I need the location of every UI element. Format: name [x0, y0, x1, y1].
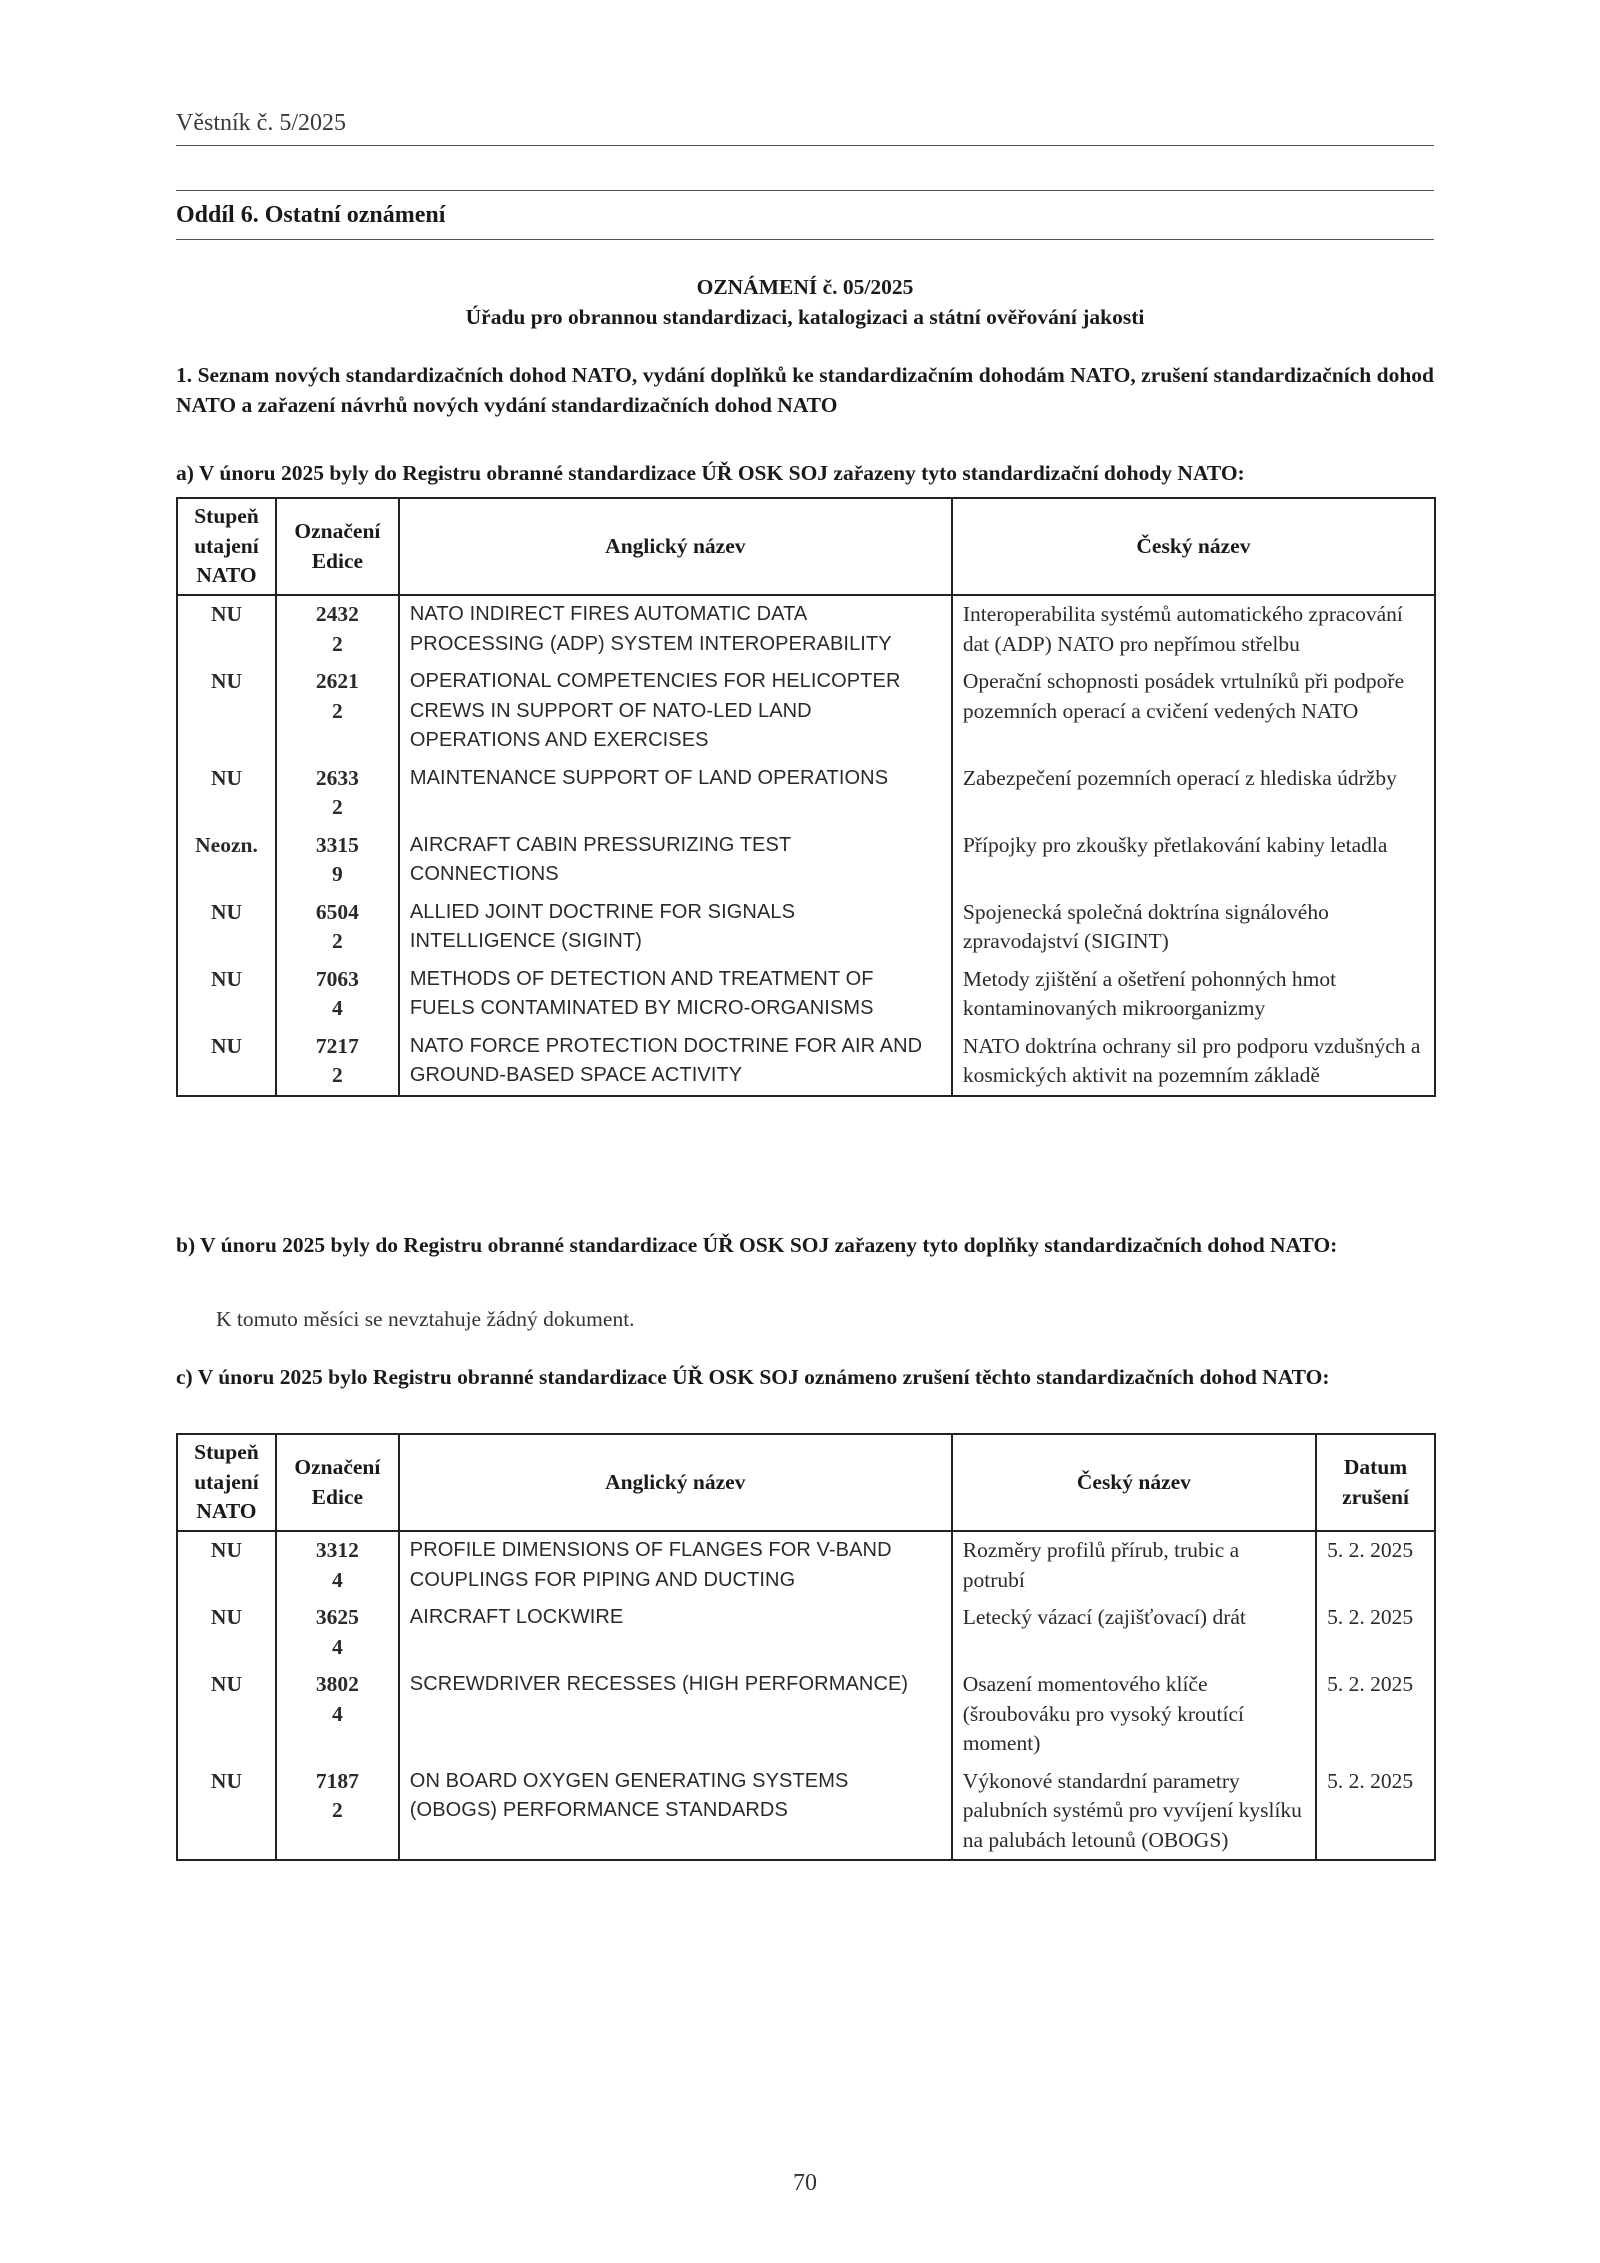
- notice-subtitle: Úřadu pro obrannou standardizaci, katalogizaci a státní ověřování jakosti: [465, 305, 1145, 329]
- cell-english-title: AIRCRAFT CABIN PRESSURIZING TEST CONNECTIONS: [399, 827, 952, 894]
- standard-number: 3312: [315, 1538, 359, 1562]
- cell-czech-title: Zabezpečení pozemních operací z hlediska údržby: [952, 760, 1435, 827]
- col-header-level: [177, 498, 276, 595]
- col-header-level: [177, 1434, 276, 1531]
- table-row: [177, 894, 1435, 961]
- cell-level: Neozn.: [177, 827, 276, 894]
- header-line: Edice: [311, 1484, 364, 1509]
- col-header-date: [1316, 1434, 1435, 1531]
- cell-english-title: MAINTENANCE SUPPORT OF LAND OPERATIONS: [399, 760, 952, 827]
- cell-english-title: AIRCRAFT LOCKWIRE: [399, 1599, 952, 1666]
- page-number: 70: [793, 2170, 817, 2196]
- standard-edition: 4: [331, 1567, 343, 1592]
- col-header-code: [276, 498, 399, 595]
- cell-code: [276, 827, 399, 894]
- header-line: Edice: [311, 548, 364, 573]
- cell-level: NU: [177, 1599, 276, 1666]
- cell-czech-title: Rozměry profilů přírub, trubic a potrubí: [952, 1531, 1316, 1599]
- table-row: [177, 1531, 1435, 1599]
- cell-code: [276, 1531, 399, 1599]
- cell-level: NU: [177, 894, 276, 961]
- cell-code: [276, 1599, 399, 1666]
- standard-edition: 4: [331, 1634, 343, 1659]
- table-row: [177, 1666, 1435, 1763]
- cell-level: NU: [177, 1763, 276, 1861]
- standard-number: 7063: [315, 966, 359, 991]
- header-line: NATO: [196, 1499, 257, 1524]
- standard-edition: 2: [332, 1063, 343, 1087]
- table-row: [177, 827, 1435, 894]
- cell-english-title: METHODS OF DETECTION AND TREATMENT OF FUELS CONTAMINATED BY MICRO-ORGANISMS: [399, 961, 952, 1028]
- standard-number: 2432: [315, 602, 359, 626]
- standard-edition: 4: [331, 1701, 343, 1726]
- cell-czech-title: NATO doktrína ochrany sil pro podporu vzdušných a kosmických aktivit na pozemním základě: [952, 1028, 1435, 1096]
- table-row: [177, 663, 1435, 760]
- cell-code: [276, 595, 399, 663]
- col-header-english: Anglický název: [399, 1434, 952, 1531]
- table-row: [177, 595, 1435, 663]
- standard-number: 7187: [315, 1768, 359, 1793]
- cell-code: [276, 1666, 399, 1763]
- section-b-note: K tomuto měsíci se nevztahuje žádný dokument.: [216, 1307, 635, 1331]
- cell-level: NU: [177, 1666, 276, 1763]
- cell-english-title: SCREWDRIVER RECESSES (HIGH PERFORMANCE): [399, 1666, 952, 1763]
- standard-edition: 2: [332, 698, 343, 723]
- header-line: Označení: [294, 519, 381, 543]
- cell-level: NU: [177, 961, 276, 1028]
- cell-english-title: ON BOARD OXYGEN GENERATING SYSTEMS (OBOGS) PERFORMANCE STANDARDS: [399, 1763, 952, 1861]
- cell-english-title: NATO INDIRECT FIRES AUTOMATIC DATA PROCESSING (ADP) SYSTEM INTEROPERABILITY: [399, 595, 952, 663]
- cell-level: NU: [177, 760, 276, 827]
- cell-level: NU: [177, 595, 276, 663]
- cell-cancel-date: 5. 2. 2025: [1316, 1531, 1435, 1599]
- header-line: Stupeň: [194, 1440, 259, 1465]
- table-new-standards: [176, 497, 1436, 1097]
- cell-code: [276, 1763, 399, 1861]
- cell-english-title: ALLIED JOINT DOCTRINE FOR SIGNALS INTELLIGENCE (SIGINT): [399, 894, 952, 961]
- cell-cancel-date: 5. 2. 2025: [1316, 1599, 1435, 1666]
- standard-edition: 4: [332, 996, 343, 1020]
- cell-level: NU: [177, 663, 276, 760]
- section-title: Oddíl 6. Ostatní oznámení: [176, 202, 446, 228]
- section-rule-bottom: [176, 239, 1434, 240]
- cell-code: [276, 760, 399, 827]
- header-line: Označení: [294, 1455, 381, 1479]
- table-row: [177, 961, 1435, 1028]
- standard-number: 3625: [315, 1605, 359, 1629]
- cell-czech-title: Metody zjištění a ošetření pohonných hmot kontaminovaných mikroorganizmy: [952, 961, 1435, 1028]
- cell-english-title: PROFILE DIMENSIONS OF FLANGES FOR V-BAND COUPLINGS FOR PIPING AND DUCTING: [399, 1531, 952, 1599]
- point-1-heading: 1. Seznam nových standardizačních dohod NATO, vydání doplňků ke standardizačním dohodám NATO, zrušení standardizačních dohod NATO a zařazení návrhů nových vydání standardizačních dohod NATO: [176, 363, 1434, 417]
- table-row: [177, 760, 1435, 827]
- table-row: [177, 1763, 1435, 1861]
- section-b-heading: b) V únoru 2025 byly do Registru obranné standardizace ÚŘ OSK SOJ zařazeny tyto doplňky standardizačních dohod NATO:: [176, 1233, 1338, 1257]
- cell-cancel-date: 5. 2. 2025: [1316, 1763, 1435, 1861]
- cell-czech-title: Osazení momentového klíče (šroubováku pro vysoký kroutící moment): [952, 1666, 1316, 1763]
- header-line: Datum: [1343, 1455, 1408, 1479]
- cell-english-title: OPERATIONAL COMPETENCIES FOR HELICOPTER CREWS IN SUPPORT OF NATO-LED LAND OPERATIONS AND EXERCISES: [399, 663, 952, 760]
- table-c-header-row: [177, 1434, 1435, 1531]
- standard-number: 2621: [315, 669, 359, 693]
- standard-number: 2633: [315, 765, 359, 790]
- section-rule-top: [176, 190, 1434, 191]
- cell-czech-title: Přípojky pro zkoušky přetlakování kabiny letadla: [952, 827, 1435, 894]
- cell-level: NU: [177, 1531, 276, 1599]
- cell-level: NU: [177, 1028, 276, 1096]
- cell-czech-title: Spojenecká společná doktrína signálového zpravodajství (SIGINT): [952, 894, 1435, 961]
- cell-code: [276, 961, 399, 1028]
- standard-edition: 2: [332, 929, 343, 953]
- col-header-czech: Český název: [952, 498, 1435, 595]
- section-a-heading: a) V únoru 2025 byly do Registru obranné standardizace ÚŘ OSK SOJ zařazeny tyto standardizační dohody NATO:: [176, 461, 1245, 485]
- header-line: zrušení: [1342, 1484, 1409, 1509]
- cell-czech-title: Interoperabilita systémů automatického zpracování dat (ADP) NATO pro nepřímou střelbu: [952, 595, 1435, 663]
- col-header-czech: Český název: [952, 1434, 1316, 1531]
- header-line: Stupeň: [194, 504, 259, 529]
- cell-code: [276, 894, 399, 961]
- table-cancelled-standards: [176, 1433, 1436, 1861]
- col-header-english: Anglický název: [399, 498, 952, 595]
- header-rule: [176, 145, 1434, 146]
- cell-czech-title: Operační schopnosti posádek vrtulníků při podpoře pozemních operací a cvičení vedených NATO: [952, 663, 1435, 760]
- cell-english-title: NATO FORCE PROTECTION DOCTRINE FOR AIR AND GROUND-BASED SPACE ACTIVITY: [399, 1028, 952, 1096]
- standard-edition: 9: [332, 862, 343, 886]
- cell-code: [276, 1028, 399, 1096]
- cell-cancel-date: 5. 2. 2025: [1316, 1666, 1435, 1763]
- cell-czech-title: Výkonové standardní parametry palubních systémů pro vyvíjení kyslíku na palubách letounů (OBOGS): [952, 1763, 1316, 1861]
- header-line: utajení: [194, 1469, 259, 1494]
- header-line: utajení: [194, 533, 259, 558]
- standard-edition: 2: [332, 631, 343, 656]
- header-line: NATO: [196, 563, 257, 588]
- table-a-header-row: [177, 498, 1435, 595]
- section-c-heading: c) V únoru 2025 bylo Registru obranné standardizace ÚŘ OSK SOJ oznámeno zrušení těchto standardizačních dohod NATO:: [176, 1365, 1330, 1389]
- standard-edition: 2: [331, 1798, 343, 1822]
- cell-czech-title: Letecký vázací (zajišťovací) drát: [952, 1599, 1316, 1666]
- standard-edition: 2: [332, 795, 343, 819]
- standard-number: 3315: [315, 832, 359, 857]
- notice-title: OZNÁMENÍ č. 05/2025: [696, 275, 914, 299]
- standard-number: 7217: [315, 1033, 359, 1058]
- notice-heading: [176, 272, 1434, 332]
- standard-number: 6504: [315, 899, 359, 924]
- running-header: Věstník č. 5/2025: [176, 110, 346, 136]
- standard-number: 3802: [315, 1672, 359, 1696]
- cell-code: [276, 663, 399, 760]
- col-header-code: [276, 1434, 399, 1531]
- table-row: [177, 1599, 1435, 1666]
- table-row: [177, 1028, 1435, 1096]
